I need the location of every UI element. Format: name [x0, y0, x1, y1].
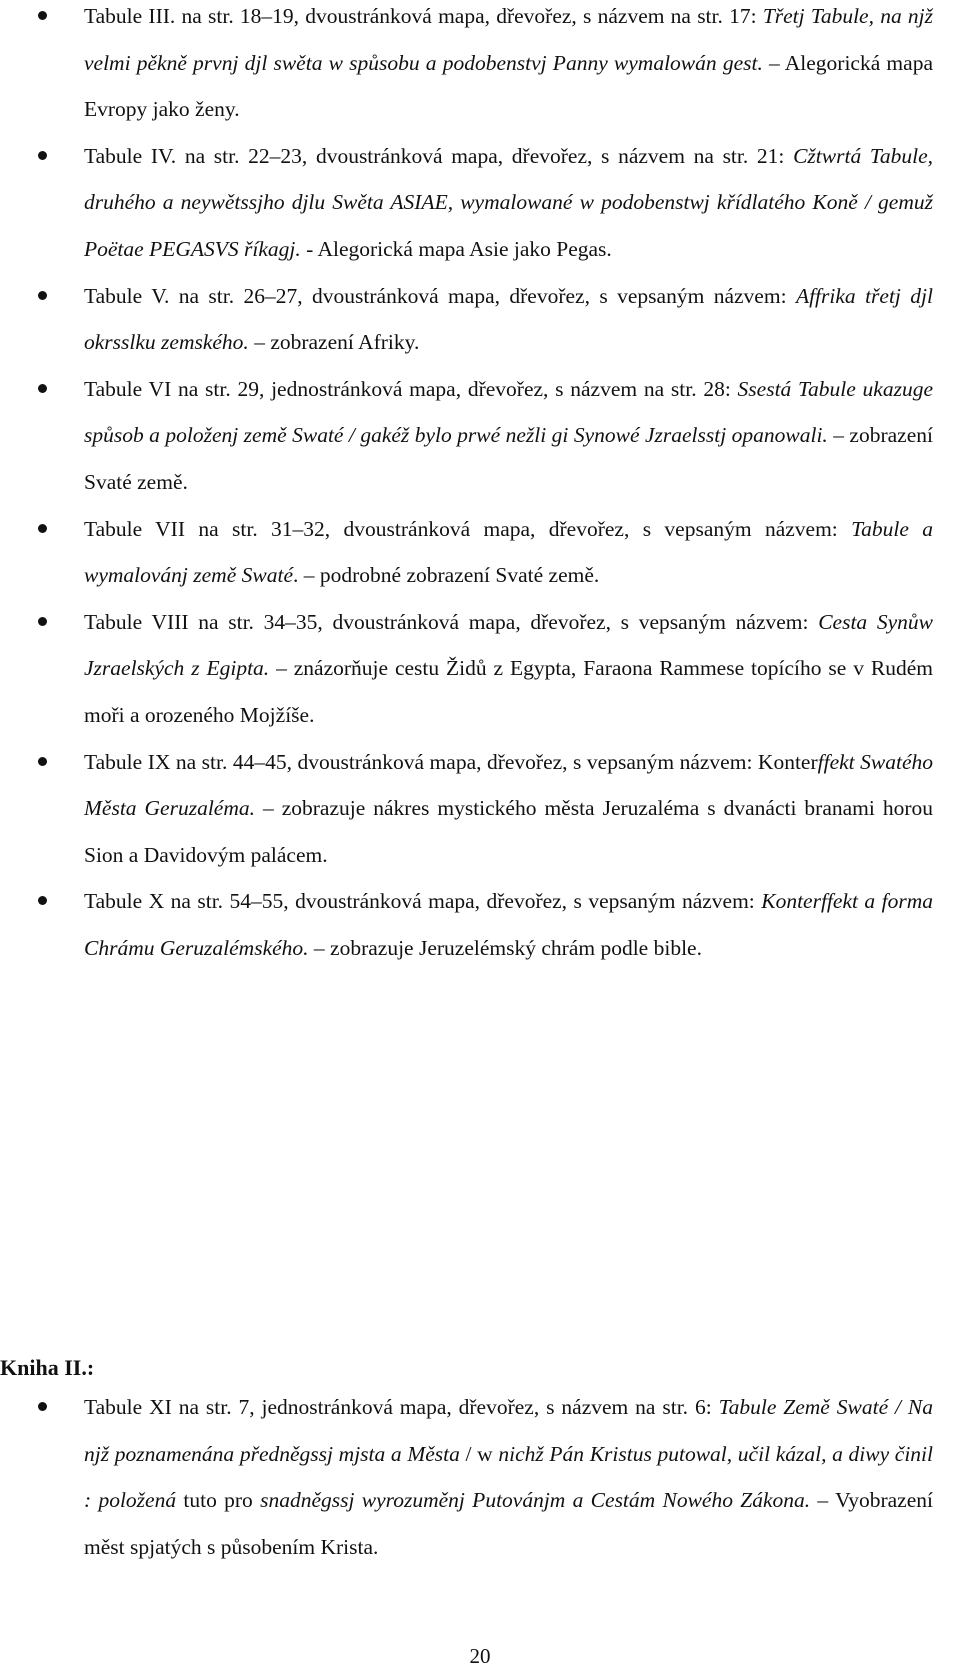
- list-item: Tabule IV. na str. 22–23, dvoustránková mapa, dřevořez, s názvem na str. 21: Cžtwrtá Tabule, druhého a neywětssjho djlu Swěta ASIAE, wymalowané w podobenstwj křídlatého Koně / gemuž Poëtae PEGASVS říkagj. - Alegorická mapa Asie jako Pegas.: [28, 133, 933, 273]
- bullet-icon: [38, 151, 47, 160]
- list-item: Tabule III. na str. 18–19, dvoustránková mapa, dřevořez, s názvem na str. 17: Třetj Tabule, na njž velmi pěkně prvnj djl swěta w spůsobu a podobenstvj Panny wymalowán gest. – Alegorická mapa Evropy jako ženy.: [28, 0, 933, 133]
- list-item: Tabule IX na str. 44–45, dvoustránková mapa, dřevořez, s vepsaným názvem: Konterffekt Swatého Města Geruzaléma. – zobrazuje nákres mystického města Jeruzaléma s dvanácti branami horou Sion a Davidovým palácem.: [28, 739, 933, 879]
- list-item: Tabule VII na str. 31–32, dvoustránková mapa, dřevořez, s vepsaným názvem: Tabule a wymalovánj země Swaté. – podrobné zobrazení Svaté země.: [28, 506, 933, 599]
- list-item: Tabule V. na str. 26–27, dvoustránková mapa, dřevořez, s vepsaným názvem: Affrika třetj djl okrsslku zemského. – zobrazení Afriky.: [28, 273, 933, 366]
- list-item: Tabule X na str. 54–55, dvoustránková mapa, dřevořez, s vepsaným názvem: Konterffekt a forma Chrámu Geruzalémského. – zobrazuje Jeruzelémský chrám podle bible.: [28, 878, 933, 971]
- bullet-icon: [38, 617, 47, 626]
- bullet-icon: [38, 11, 47, 20]
- bullet-icon: [38, 896, 47, 905]
- bullet-icon: [38, 384, 47, 393]
- list-item: Tabule XI na str. 7, jednostránková mapa, dřevořez, s názvem na str. 6: Tabule Země Swaté / Na njž poznamenána předněgssj mjsta a Města / w nichž Pán Kristus putowal, učil kázal, a diwy činil : položená tuto pro snadněgssj wyrozuměnj Putovánjm a Cestám Nowého Zákona. – Vyobrazení měst spjatých s působením Krista.: [28, 1384, 933, 1570]
- list-item: Tabule VIII na str. 34–35, dvoustránková mapa, dřevořez, s vepsaným názvem: Cesta Synůw Jzraelských z Egipta. – znázorňuje cestu Židů z Egypta, Faraona Rammese topícího se v Rudém moři a orozeného Mojžíše.: [28, 599, 933, 739]
- bullet-icon: [38, 291, 47, 300]
- bullet-icon: [38, 757, 47, 766]
- book2-list: [28, 1384, 933, 1570]
- page-number: 20: [469, 1644, 491, 1668]
- section-heading: Kniha II.:: [0, 1355, 95, 1380]
- bullet-icon: [38, 1402, 47, 1411]
- book1-list: [28, 0, 933, 971]
- bullet-icon: [38, 524, 47, 533]
- list-item: Tabule VI na str. 29, jednostránková mapa, dřevořez, s názvem na str. 28: Ssestá Tabule ukazuge spůsob a položenj země Swaté / gakéž bylo prwé nežli gi Synowé Jzraelsstj opanowali. – zobrazení Svaté země.: [28, 366, 933, 506]
